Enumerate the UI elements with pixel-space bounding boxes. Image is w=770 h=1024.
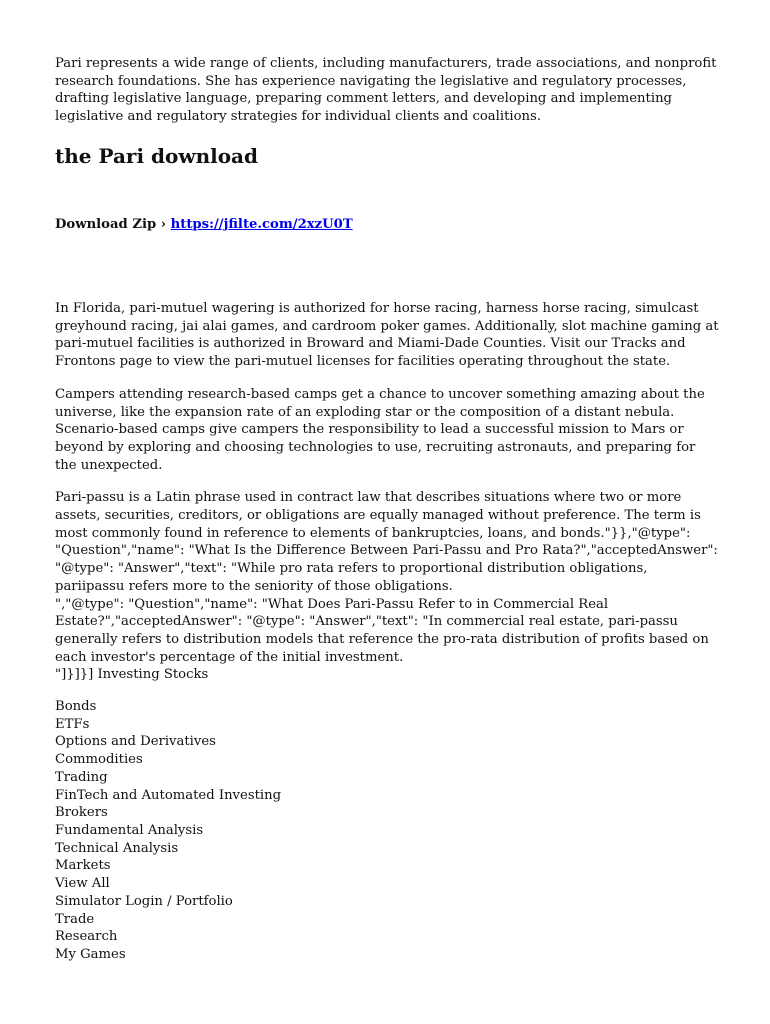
nav-link-options-derivatives[interactable]: Options and Derivatives [55,734,216,750]
nav-link-my-games[interactable]: My Games [55,946,126,962]
nav-link-technical-analysis[interactable]: Technical Analysis [55,840,179,856]
campers-paragraph: Campers attending research-based camps get a chance to uncover something amazing about the universe, like the expansion rate of an exploding star or the composition of a distant nebula. Scenario-based camps give campers the responsibility to lead a successful mission to Mars or beyond by exploring and choosing technologies to use, recruiting astronauts, and preparing for the unexpected. [55,386,705,473]
nav-link-fintech[interactable]: FinTech and Automated Investing [55,787,282,803]
nav-link-markets[interactable]: Markets [55,858,111,874]
intro-paragraph: Pari represents a wide range of clients, including manufacturers, trade associations, and nonprofit research foundations. She has experience navigating the legislative and regulatory processes, drafting legislative language, preparing comment letters, and developing and implementing legislative and regulatory strategies for individual clients and coalitions. [55,56,717,125]
download-label: Download Zip › [55,217,171,232]
download-line [55,216,353,234]
document-page [55,55,720,962]
body-content [55,300,720,964]
nav-link-brokers[interactable]: Brokers [55,805,108,821]
nav-link-fundamental-analysis[interactable]: Fundamental Analysis [55,822,204,838]
section-heading: the Pari download [55,144,258,168]
paripassu-paragraph-end: "]}]}] Investing Stocks [55,667,209,683]
florida-paragraph: In Florida, pari-mutuel wagering is authorized for horse racing, harness horse racing, simulcast greyhound racing, jai alai games, and cardroom poker games. Additionally, slot machine gaming at pari-mutuel facilities is authorized in Broward and Miami-Dade Counties. Visit our Tracks and Frontons page to view the pari-mutuel licenses for facilities operating throughout the state. [55,301,719,370]
paripassu-paragraph-cont: ","@type": "Question","name": "What Does Pari-Passu Refer to in Commercial Real Estate?","acceptedAnswer": "@type": "Answer","text": "In commercial real estate, pari-passu generally refers to distribution models that reference the pro-rata distribution of profits based on each investor's percentage of the initial investment. [55,596,709,665]
nav-link-simulator-login[interactable]: Simulator Login / Portfolio [55,893,233,909]
nav-link-trade[interactable]: Trade [55,911,95,927]
nav-link-etfs[interactable]: ETFs [55,716,90,732]
nav-link-commodities[interactable]: Commodities [55,752,143,768]
nav-link-bonds[interactable]: Bonds [55,699,97,715]
nav-link-trading[interactable]: Trading [55,769,108,785]
paripassu-paragraph: Pari-passu is a Latin phrase used in contract law that describes situations where two or more assets, securities, creditors, or obligations are equally managed without preference. The term is most commonly found in reference to elements of bankruptcies, loans, and bonds."}},"@type": "Question","name": "What Is the Difference Between Pari-Passu and Pro Rata?","acceptedAnswer": "@type": "Answer","text": "While pro rata refers to proportional distribution obligations, pariipassu refers more to the seniority of those obligations. [55,490,718,594]
nav-link-research[interactable]: Research [55,929,118,945]
nav-link-list [55,698,720,964]
nav-link-view-all[interactable]: View All [55,876,110,892]
download-link[interactable]: https://jfilte.com/2xzU0T [170,217,353,232]
